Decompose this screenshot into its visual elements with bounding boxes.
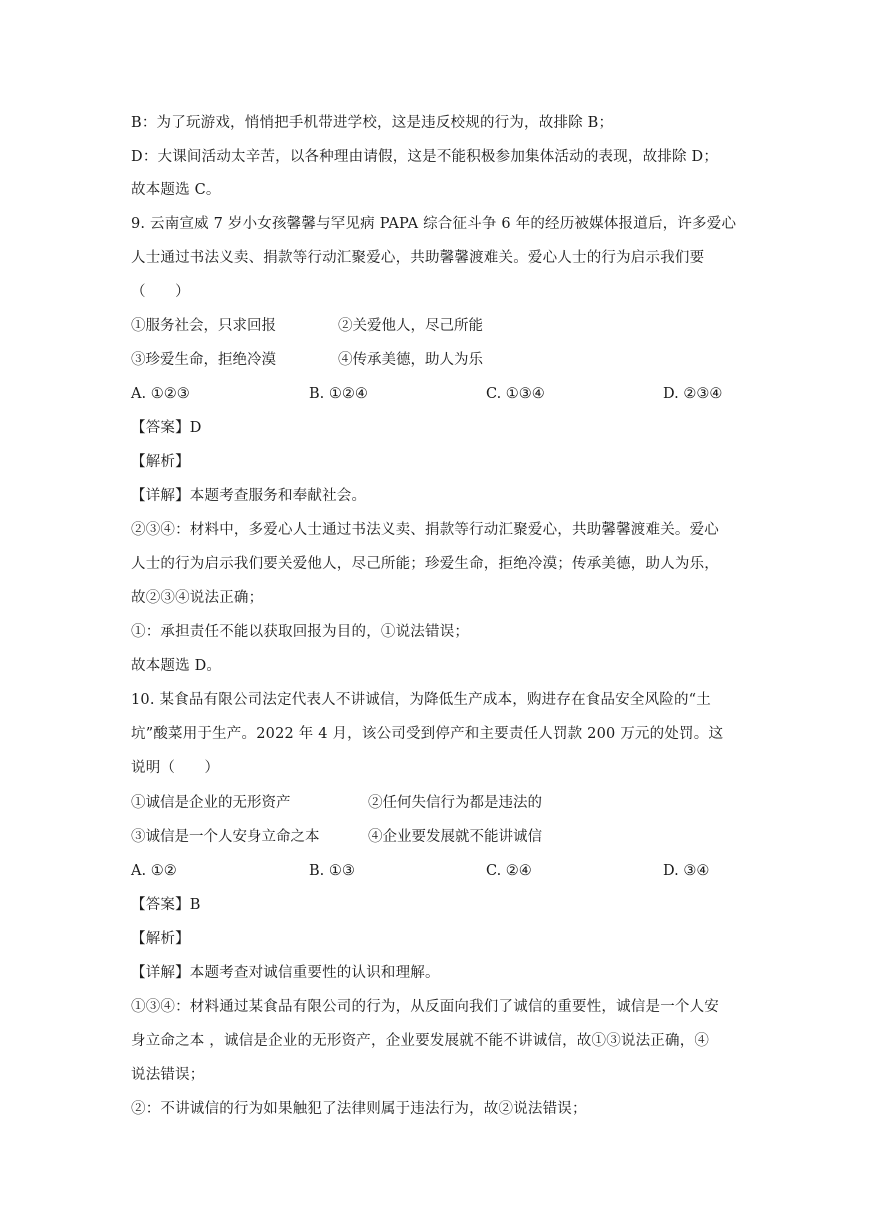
q9-explanation-line-4: ①：承担责任不能以获取回报为目的，①说法错误； (131, 624, 470, 640)
q10-explanation-line-4: ②：不讲诚信的行为如果触犯了法律则属于违法行为，故②说法错误； (131, 1101, 587, 1117)
q10-stem-line-2: 坑”酸菜用于生产。2022 年 4 月，该公司受到停产和主要责任人罚款 200 万元的处罚。这 (131, 726, 724, 742)
q10-item-4: ④企业要发展就不能讲诚信 (368, 829, 542, 845)
q9-stem-line-2: 人士通过书法义卖、捐款等行动汇聚爱心，共助馨馨渡难关。爱心人士的行为启示我们要 (131, 250, 705, 266)
q9-answer: 【答案】D (131, 420, 202, 436)
q10-explanation-line-3: 说法错误； (131, 1067, 205, 1083)
q10-option-c: C. ②④ (486, 863, 532, 879)
q9-explanation-line-1: ②③④：材料中，多爱心人士通过书法义卖、捐款等行动汇聚爱心，共助馨馨渡难关。爱心 (131, 522, 719, 538)
q9-conclusion: 故本题选 D。 (131, 658, 222, 674)
q9-option-c: C. ①③④ (486, 386, 545, 402)
q8-option-b-note: B：为了玩游戏，悄悄把手机带进学校，这是违反校规的行为，故排除 B； (131, 115, 614, 131)
q8-option-d-note: D：大课间活动太辛苦，以各种理由请假，这是不能积极参加集体活动的表现，故排除 D； (131, 149, 719, 165)
q8-conclusion: 故本题选 C。 (131, 182, 221, 198)
q10-option-a: A. ①② (131, 863, 177, 879)
q10-explanation-line-2: 身立命之本 ，诚信是企业的无形资产，企业要发展就不能不讲诚信，故①③说法正确，④ (131, 1033, 710, 1049)
q10-stem-line-3: 说明（ ） (131, 760, 220, 776)
q9-analysis-label: 【解析】 (131, 454, 190, 470)
q10-answer: 【答案】B (131, 897, 201, 913)
q10-option-d: D. ③④ (663, 863, 710, 879)
q9-explanation-line-2: 人士的行为启示我们要关爱他人，尽己所能；珍爱生命，拒绝冷漠；传承美德，助人为乐， (131, 556, 719, 572)
q10-item-1: ①诚信是企业的无形资产 (131, 795, 291, 811)
q10-analysis-label: 【解析】 (131, 931, 190, 947)
q9-option-a: A. ①②③ (131, 386, 190, 402)
q10-option-b: B. ①③ (309, 863, 355, 879)
q9-option-b: B. ①②④ (309, 386, 368, 402)
q9-option-d: D. ②③④ (663, 386, 723, 402)
q10-detail: 【详解】本题考查对诚信重要性的认识和理解。 (131, 965, 440, 981)
q10-stem-line-1: 10. 某食品有限公司法定代表人不讲诚信，为降低生产成本，购进存在食品安全风险的“土 (131, 692, 711, 708)
q9-answer-bracket: （ ） (131, 284, 190, 300)
q9-item-4: ④传承美德，助人为乐 (338, 352, 483, 368)
q10-explanation-line-1: ①③④：材料通过某食品有限公司的行为，从反面向我们了诚信的重要性，诚信是一个人安 (131, 999, 719, 1015)
q9-explanation-line-3: 故②③④说法正确； (131, 590, 264, 606)
q9-item-1: ①服务社会，只求回报 (131, 318, 276, 334)
q9-detail: 【详解】本题考查服务和奉献社会。 (131, 488, 367, 504)
q9-item-3: ③珍爱生命，拒绝冷漠 (131, 352, 276, 368)
q9-stem-line-1: 9. 云南宣威 7 岁小女孩馨馨与罕见病 PAPA 综合征斗争 6 年的经历被媒体报道后，许多爱心 (131, 216, 737, 232)
q10-item-2: ②任何失信行为都是违法的 (368, 795, 542, 811)
q9-item-2: ②关爱他人，尽己所能 (338, 318, 483, 334)
q10-item-3: ③诚信是一个人安身立命之本 (131, 829, 320, 845)
